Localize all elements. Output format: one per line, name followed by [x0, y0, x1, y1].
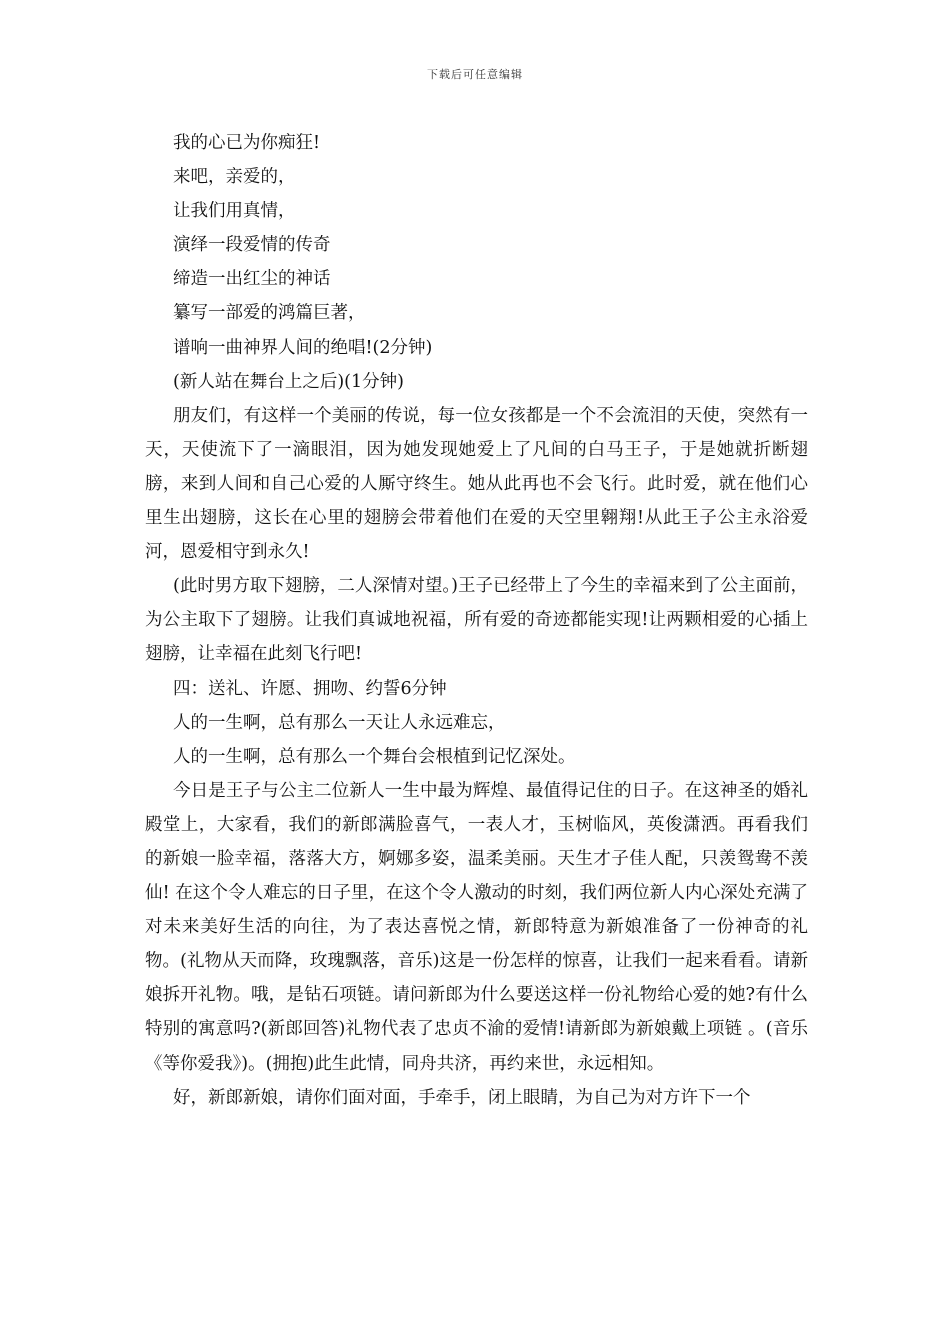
paragraph: 今日是王子与公主二位新人一生中最为辉煌、最值得记住的日子。在这神圣的婚礼殿堂上，大家看，我们的新郎满脸喜气，一表人才，玉树临风，英俊潇洒。再看我们的新娘一脸幸福，落落大方，婀娜多姿，温柔美丽。天生才子佳人配，只羡鸳鸯不羡仙! 在这个令人难忘的日子里，在这个令人激动的时刻，我们两位新人内心深处充满了对未来美好生活的向往，为了表达喜悦之情，新郎特意为新娘准备了一份神奇的礼物。(礼物从天而降，玫瑰飘落，音乐)这是一份怎样的惊喜，让我们一起来看看。请新娘拆开礼物。哦，是钻石项链。请问新郎为什么要送这样一份礼物给心爱的她?有什么特别的寓意吗?(新郎回答)礼物代表了忠贞不渝的爱情!请新郎为新娘戴上项链 。(音乐《等你爱我》)。(拥抱)此生此情，同舟共济，再约来世，永远相知。 [145, 780, 808, 1074]
text-line: 人的一生啊，总有那么一个舞台会根植到记忆深处。 [173, 746, 576, 767]
text-line: 缔造一出红尘的神话 [173, 269, 331, 290]
document-body [145, 126, 808, 1115]
text-line: 我的心已为你痴狂! [173, 133, 321, 153]
paragraph: (此时男方取下翅膀，二人深情对望。)王子已经带上了今生的幸福来到了公主面前，为公主取下了翅膀。让我们真诚地祝福，所有爱的奇迹都能实现!让两颗相爱的心插上翅膀，让幸福在此刻飞行吧! [145, 576, 808, 665]
text-line: 纂写一部爱的鸿篇巨著， [173, 303, 366, 324]
text-line: (新人站在舞台上之后)(1分钟) [173, 371, 404, 392]
section-heading: 四：送礼、许愿、拥吻、约誓6分钟 [173, 678, 447, 699]
paragraph: 好，新郎新娘，请你们面对面，手牵手，闭上眼睛，为自己为对方许下一个 [173, 1087, 751, 1108]
text-line: 让我们用真情， [173, 201, 296, 222]
paragraph: 朋友们，有这样一个美丽的传说，每一位女孩都是一个不会流泪的天使，突然有一天，天使流下了一滴眼泪，因为她发现她爱上了凡间的白马王子，于是她就折断翅膀，来到人间和自己心爱的人厮守终生。她从此再也不会飞行。此时爱，就在他们心里生出翅膀，这长在心里的翅膀会带着他们在爱的天空里翱翔!从此王子公主永浴爱河，恩爱相守到永久! [145, 405, 808, 563]
page-header: 下载后可任意编辑 [427, 68, 523, 81]
text-line: 演绎一段爱情的传奇 [173, 235, 331, 256]
text-line: 来吧，亲爱的， [173, 167, 296, 188]
text-line: 人的一生啊，总有那么一天让人永远难忘， [173, 712, 506, 733]
text-line: 谱响一曲神界人间的绝唱!(2分钟) [173, 337, 433, 358]
